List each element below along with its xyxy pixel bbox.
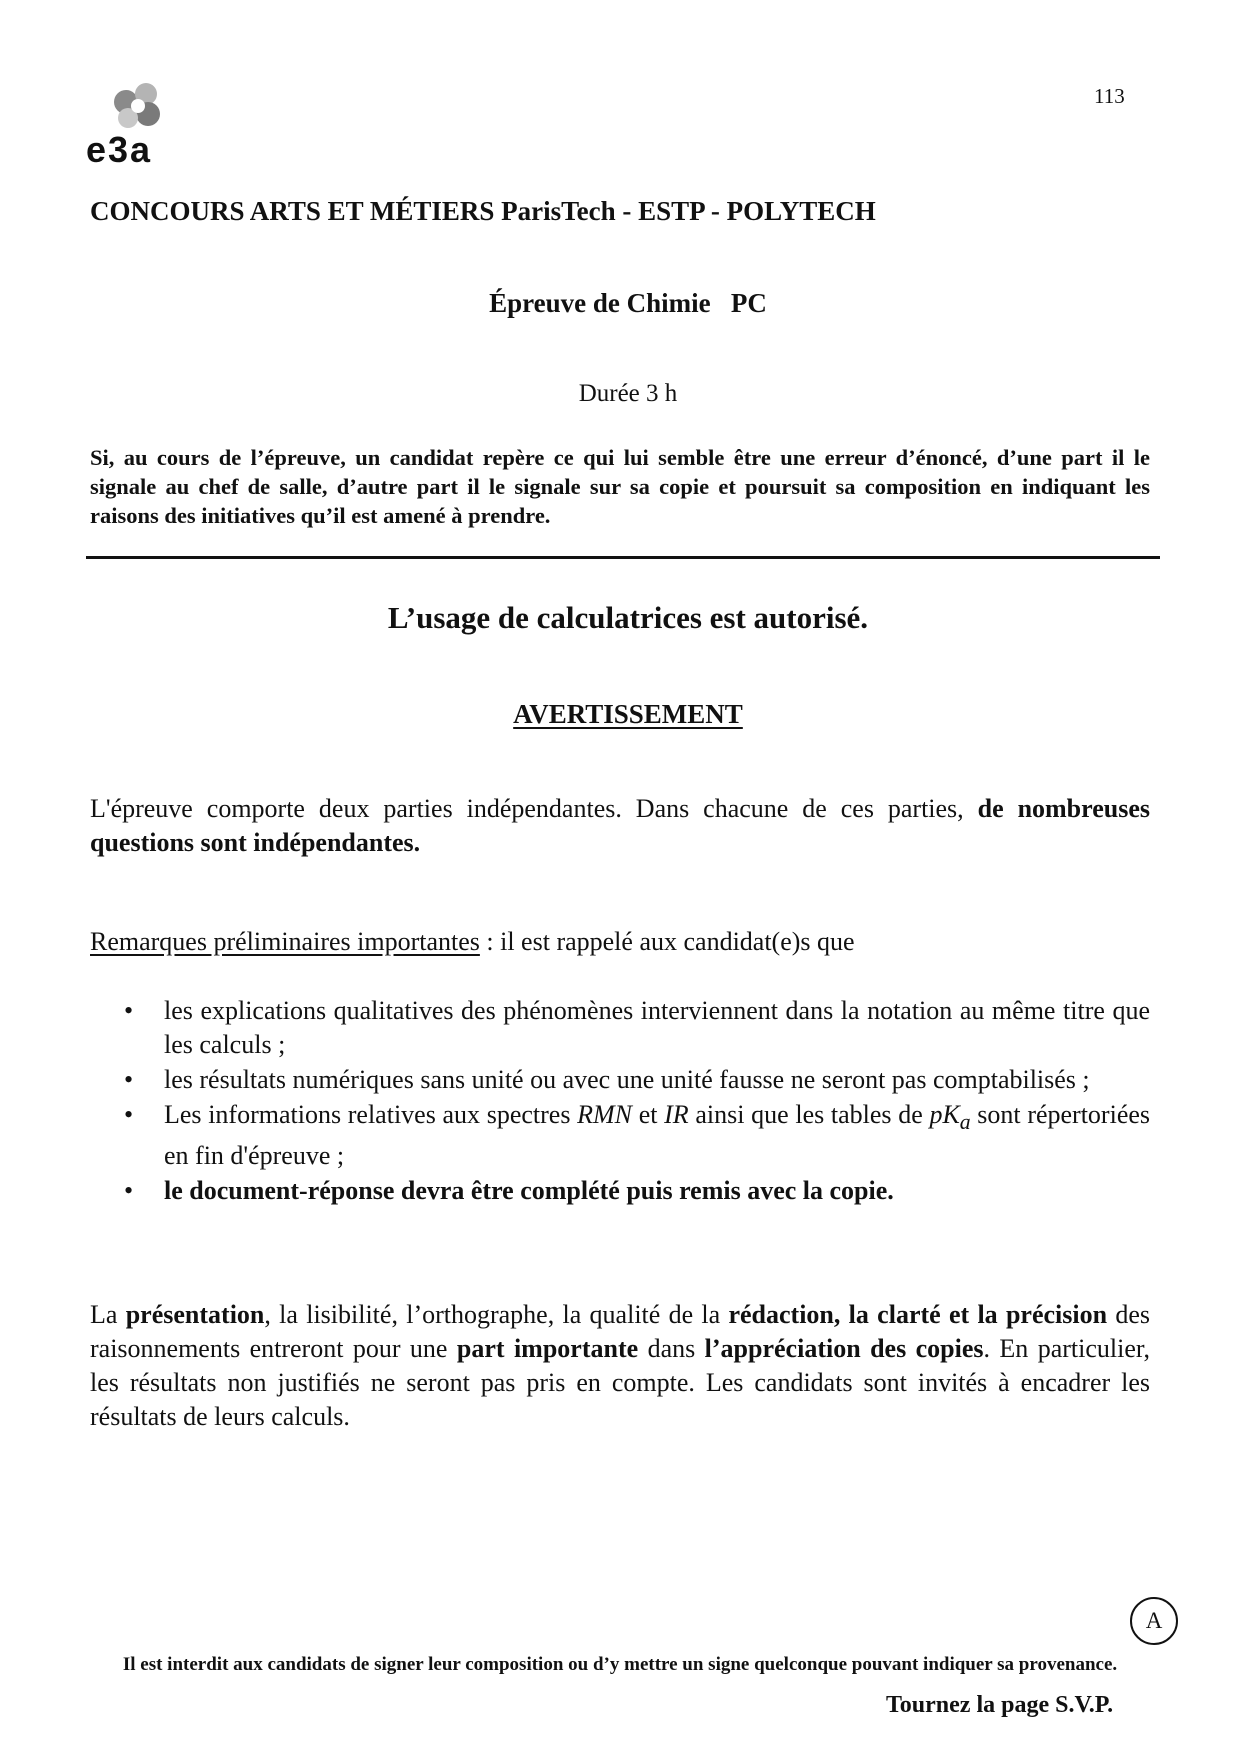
warning-heading-text: AVERTISSEMENT (513, 699, 743, 729)
list-item (90, 994, 1150, 1062)
list-item (90, 1063, 1150, 1097)
svg-text:e3a: e3a (86, 129, 153, 170)
intro-text: L'épreuve comporte deux parties indépendantes. Dans chacune de ces parties, (90, 794, 964, 823)
rmn-term: RMN (577, 1100, 633, 1129)
list-item-text: et (632, 1100, 665, 1129)
version-stamp: A (1130, 1597, 1178, 1645)
presentation-bold: présentation (125, 1300, 265, 1329)
remarks-label: Remarques préliminaires importantes (90, 927, 480, 956)
error-notice: Si, au cours de l’épreuve, un candidat repère ce qui lui semble être une erreur d’énoncé, d’une part il le signale au chef de salle, d’autre part il le signale sur sa copie et poursuit sa composition en indiquant les raisons des initiatives qu’il est amené à prendre. (90, 445, 1150, 528)
presentation-text: . En particulier, les résultats non justifiés ne seront pas pris en compte. Les candidats sont invités à encadrer les résultats de leurs calculs. (90, 1334, 1151, 1431)
exam-title (8, 288, 1240, 319)
remarks-rest: : il est rappelé aux candidat(e)s que (479, 927, 855, 956)
presentation-text: , la lisibilité, l’orthographe, la qualité de la (264, 1300, 729, 1329)
contest-title: CONCOURS ARTS ET MÉTIERS ParisTech - ESTP - POLYTECH (90, 196, 876, 226)
bullet-icon: • (124, 1065, 134, 1094)
list-item (90, 1098, 1150, 1173)
exam-title-text: Épreuve de Chimie PC (489, 288, 767, 318)
bullet-icon: • (124, 1100, 134, 1129)
bullet-icon: • (124, 996, 134, 1025)
intro-bold: de nombreuses questions sont indépendantes. (90, 794, 1150, 857)
list-item-text: sont répertoriées en fin d'épreuve ; (164, 1100, 1151, 1171)
exam-duration: Durée 3 h (578, 380, 678, 407)
forbidden-notice: Il est interdit aux candidats de signer leur composition ou d’y mettre un signe quelconque pouvant indiquer sa provenance. (122, 1654, 1118, 1675)
turn-page-note: Tournez la page S.V.P. (886, 1692, 1114, 1718)
presentation-paragraph (90, 1298, 1150, 1434)
e3a-logo-graphic (86, 72, 198, 172)
pka-subscript: a (959, 1110, 971, 1135)
list-item-text: les résultats numériques sans unité ou avec une unité fausse ne seront pas comptabilisés ; (164, 1065, 1090, 1094)
bullet-icon: • (124, 1176, 134, 1206)
presentation-bold: part importante (456, 1334, 639, 1363)
remarks-list (90, 994, 1150, 1209)
presentation-text: des raisonnements entreront pour une (90, 1300, 1151, 1363)
list-item-text: le document-réponse devra être complété puis remis avec la copie. (164, 1176, 894, 1206)
e3a-logo (86, 72, 198, 172)
divider (86, 556, 1160, 559)
ir-term: IR (664, 1100, 689, 1129)
calculator-statement: L’usage de calculatrices est autorisé. (387, 600, 869, 635)
list-item-text: ainsi que les tables de (688, 1100, 930, 1129)
warning-heading (8, 699, 1240, 730)
presentation-text: La (90, 1300, 126, 1329)
presentation-text: dans (638, 1334, 705, 1363)
intro-paragraph (90, 792, 1150, 860)
list-item-text: Les informations relatives aux spectres (164, 1100, 578, 1129)
remarks-line (90, 927, 855, 957)
presentation-bold: rédaction, la clarté et la précision (728, 1300, 1108, 1329)
list-item (90, 1174, 1150, 1208)
pka-term: pK (929, 1100, 960, 1129)
list-item-text: les explications qualitatives des phénomènes interviennent dans la notation au même titre que les calculs ; (164, 996, 1150, 1059)
page-number: 113 (1094, 84, 1125, 108)
presentation-bold: l’appréciation des copies (704, 1334, 984, 1363)
